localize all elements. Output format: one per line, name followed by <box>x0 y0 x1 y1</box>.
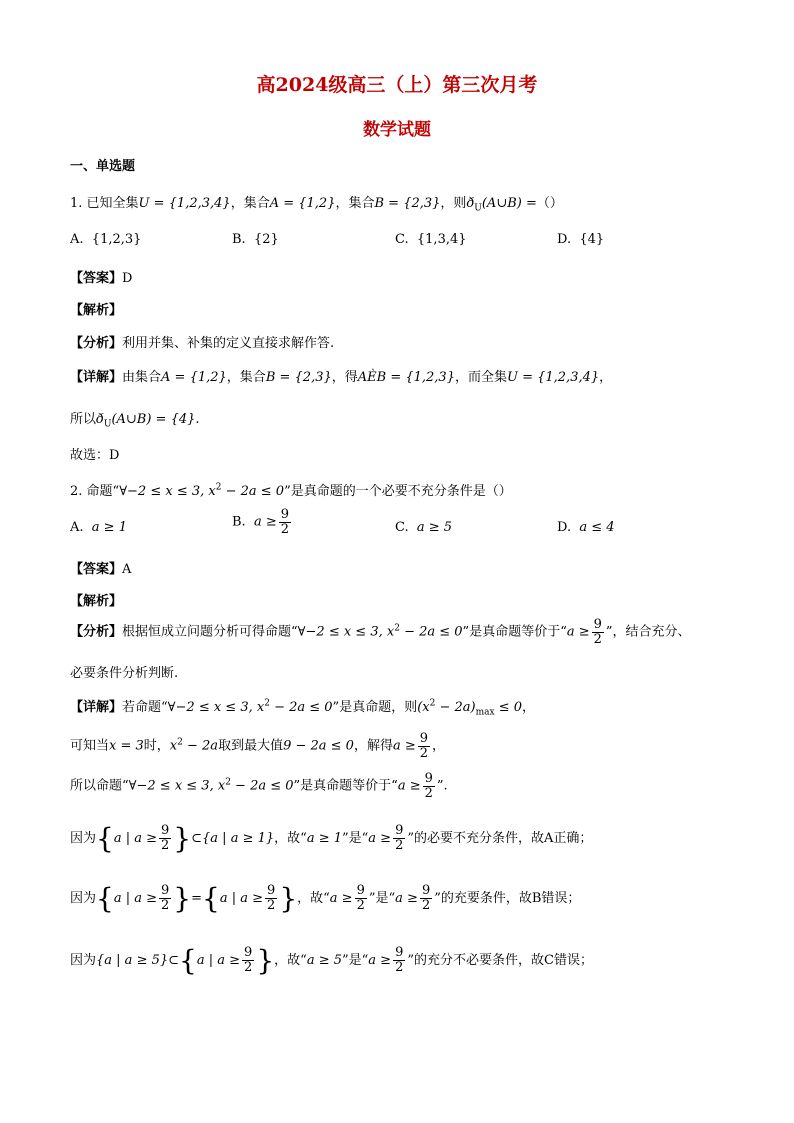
fraction <box>592 618 604 646</box>
q2-fenxi-line2: 必要条件分析判断. <box>70 666 179 681</box>
fraction <box>159 884 171 912</box>
reason-math: ⊂ <box>168 953 180 968</box>
q1-text: 1. 已知全集 <box>70 196 139 211</box>
q2-text: ”是真命题的一个必要不充分条件是（） <box>284 484 512 499</box>
reason-math: a ≥ 1 <box>306 831 342 846</box>
reason-text: ”的充要条件，故B错误； <box>434 891 581 906</box>
fenxi-math: ∀−2 ≤ x ≤ 3, x <box>297 624 395 640</box>
detail-text: ，集合 <box>226 370 266 385</box>
detail-math: ∀−2 ≤ x ≤ 3, x <box>128 778 226 794</box>
conclusion-math: ð <box>96 412 104 427</box>
fraction <box>279 508 291 536</box>
q1-detail <box>70 366 612 385</box>
detail-text: ”是真命题，则 <box>332 700 418 715</box>
q1-text: ，则 <box>440 196 467 211</box>
detail-text: ，而全集 <box>454 370 507 385</box>
option-value: a ≥ 5 <box>416 520 453 535</box>
detail-math: a ≥ <box>397 778 421 794</box>
reason-math: a | a ≥ <box>113 831 158 846</box>
q1-complement: ð <box>466 196 475 211</box>
q2-reason-a: 因为{a | a ≥ $\frac{9}{2}$ }⊂{a | a ≥ 1}，故“a ≥ 1”是“a ≥ $\frac{9}{2}$ ”的必要不充分条件，故A正确； <box>70 822 593 855</box>
answer-value: A <box>122 562 132 577</box>
detail-math: − 2a <box>182 738 219 754</box>
q2-option-a <box>70 520 127 535</box>
answer-tag: 【答案】 <box>70 271 123 286</box>
detail-math: − 2a) <box>435 700 476 715</box>
fenxi-text: 根据恒成立问题分析可得命题“ <box>122 624 298 640</box>
q1-fenxi <box>70 332 334 351</box>
detail-math: − 2a ≤ 0 <box>230 778 294 794</box>
q2-option-d <box>557 520 615 535</box>
fraction-denominator: 2 <box>356 898 365 913</box>
page-title: 高2024级高三（上）第三次月考 <box>256 74 538 96</box>
reason-math: a | a ≥ <box>113 891 158 906</box>
fraction-denominator: 2 <box>421 898 431 913</box>
q1-expression: (A∪B) = <box>481 196 537 211</box>
reason-text: 因为 <box>70 891 97 906</box>
reason-text: ”的必要不充分条件，故A正确； <box>407 831 593 846</box>
fraction-denominator: 2 <box>419 745 429 761</box>
q1-conclusion <box>70 408 200 430</box>
fenxi-tag: 【分析】 <box>70 624 123 640</box>
detail-math: AÈB = {1,2,3} <box>357 370 455 385</box>
reason-math: a | a ≥ <box>219 891 264 906</box>
fraction-denominator: 2 <box>280 521 290 537</box>
option-label: C. <box>395 520 409 535</box>
detail-math: 9 − 2a ≤ 0 <box>283 738 354 754</box>
detail-math: A = {1,2} <box>161 370 227 385</box>
fraction-denominator: 2 <box>395 960 404 975</box>
q1-option-b <box>232 232 279 247</box>
detail-math: ∀−2 ≤ x ≤ 3, x <box>167 700 265 715</box>
fraction-denominator: 2 <box>161 898 170 913</box>
reason-text: ”的充分不必要条件，故C错误； <box>407 953 593 968</box>
detail-text: ， <box>599 370 613 385</box>
option-value: a ≥ 1 <box>91 520 127 535</box>
q2-analysis-tag: 【解析】 <box>70 594 123 609</box>
fraction-numerator: 9 <box>395 823 404 839</box>
fenxi-math: − 2a ≤ 0 <box>399 624 463 640</box>
option-value: a ≤ 4 <box>579 520 615 535</box>
detail-sup: 2 <box>429 698 436 709</box>
reason-math: a | a ≥ <box>196 953 241 968</box>
detail-math: U = {1,2,3,4} <box>507 370 600 385</box>
fraction-numerator: 9 <box>161 823 170 839</box>
q2-option-c <box>395 520 452 535</box>
fraction-numerator: 9 <box>421 883 431 899</box>
reason-math: ⊂ <box>191 831 203 846</box>
section-heading: 一、单选题 <box>70 159 136 174</box>
reason-math: a ≥ <box>368 953 392 968</box>
reason-math: {a | a ≥ 1} <box>202 831 275 846</box>
fraction-denominator: 2 <box>395 838 404 853</box>
reason-text: ，故“ <box>297 891 330 906</box>
detail-text: 时， <box>143 738 170 754</box>
fraction <box>242 946 254 974</box>
option-value: {2} <box>253 232 279 247</box>
conclusion-sub: U <box>103 419 112 430</box>
detail-text: ”. <box>436 778 448 794</box>
question-1-stem <box>70 192 563 214</box>
option-label: B. <box>232 232 246 247</box>
option-label: D. <box>557 232 572 247</box>
reason-math: a ≥ <box>395 891 418 906</box>
fenxi-sup: 2 <box>394 623 400 634</box>
q2-option-b <box>232 508 293 536</box>
q1-text: ，集合 <box>230 196 270 211</box>
option-label: D. <box>557 520 572 535</box>
reason-math: a ≥ <box>329 891 353 906</box>
detail-math: B = {2,3} <box>265 370 332 385</box>
fraction <box>393 946 405 974</box>
q2-text: 2. 命题“ <box>70 484 120 499</box>
detail-math: a ≥ <box>392 738 416 754</box>
detail-sup: 2 <box>225 777 231 788</box>
fenxi-math: a ≥ <box>566 624 590 640</box>
fraction <box>423 772 435 800</box>
fraction <box>420 884 432 912</box>
conclusion-math: (A∪B) = {4}. <box>111 412 200 427</box>
fraction-denominator: 2 <box>593 631 602 647</box>
fraction-denominator: 2 <box>267 898 276 913</box>
option-label: A. <box>70 232 84 247</box>
q1-universal-set: U = {1,2,3,4} <box>138 196 231 211</box>
fraction-denominator: 2 <box>244 960 253 975</box>
detail-text: 取到最大值 <box>218 738 284 754</box>
q1-analysis-tag: 【解析】 <box>70 303 123 318</box>
q2-math: ∀−2 ≤ x ≤ 3, x <box>119 484 216 499</box>
q1-choice: 故选：D <box>70 448 120 463</box>
q2-detail-line2 <box>70 732 445 760</box>
option-label: B. <box>232 514 246 530</box>
detail-text: ，得 <box>331 370 358 385</box>
fraction <box>265 884 277 912</box>
fraction-numerator: 9 <box>356 883 365 899</box>
detail-math: x = 3 <box>109 738 144 754</box>
q1-option-c <box>395 232 467 247</box>
fraction-numerator: 9 <box>419 731 429 746</box>
detail-sup: 2 <box>177 737 183 748</box>
fraction-numerator: 9 <box>161 883 170 899</box>
fraction-numerator: 9 <box>244 945 253 961</box>
detail-tag: 【详解】 <box>70 370 123 385</box>
option-value: {1,2,3} <box>91 232 142 247</box>
q1-complement-sub: U <box>474 203 482 214</box>
fraction <box>393 824 405 852</box>
fraction-numerator: 9 <box>280 507 290 522</box>
detail-math: ≤ 0 <box>494 700 523 715</box>
fraction-numerator: 9 <box>395 945 404 961</box>
question-2-stem <box>70 480 512 499</box>
q2-math: − 2a ≤ 0 <box>221 484 285 499</box>
detail-math: (x <box>417 700 430 715</box>
fenxi-text: ”，结合充分、 <box>605 624 691 640</box>
fraction <box>418 732 430 760</box>
q2-detail <box>70 696 535 718</box>
reason-text: ”是“ <box>342 831 369 846</box>
detail-text: ”是真命题等价于“ <box>293 778 398 794</box>
conclusion-text: 所以 <box>70 412 97 427</box>
answer-tag: 【答案】 <box>70 562 123 577</box>
q1-text: ，集合 <box>335 196 375 211</box>
fraction <box>355 884 367 912</box>
option-value: {1,3,4} <box>416 232 467 247</box>
q2-fenxi <box>70 618 691 646</box>
reason-text: ”是“ <box>342 953 369 968</box>
reason-text: 因为 <box>70 831 97 846</box>
reason-math: {a | a ≥ 5} <box>96 953 169 968</box>
q1-set-b: B = {2,3} <box>374 196 441 211</box>
detail-sub: max <box>475 707 495 718</box>
option-value: {4} <box>579 232 605 247</box>
fraction-denominator: 2 <box>424 785 433 801</box>
detail-text: 若命题“ <box>122 700 168 715</box>
detail-text: ， <box>522 700 536 715</box>
fraction-numerator: 9 <box>267 883 276 899</box>
fraction-numerator: 9 <box>593 617 602 632</box>
detail-sup: 2 <box>264 698 270 709</box>
q1-blank: （） <box>536 196 563 211</box>
detail-tag: 【详解】 <box>70 700 123 715</box>
fenxi-text: 利用并集、补集的定义直接求解作答. <box>122 336 335 351</box>
reason-text: 因为 <box>70 953 97 968</box>
fenxi-text: ”是真命题等价于“ <box>462 624 567 640</box>
q2-reason-c: 因为{a | a ≥ 5}⊂{a | a ≥ $\frac{9}{2}$ }，故“a ≥ 5”是“a ≥ $\frac{9}{2}$ ”的充分不必要条件，故C错误； <box>70 944 593 977</box>
q1-set-a: A = {1,2} <box>269 196 336 211</box>
q2-reason-b: 因为{a | a ≥ $\frac{9}{2}$ }={a | a ≥ $\frac{9}{2}$ }，故“a ≥ $\frac{9}{2}$ ”是“a ≥ $\frac{9}{2}$ ”的充要条件，故B错误； <box>70 882 581 915</box>
q2-detail-line3 <box>70 772 448 800</box>
detail-math: − 2a ≤ 0 <box>269 700 333 715</box>
reason-text: ，故“ <box>274 831 307 846</box>
answer-value: D <box>122 271 133 286</box>
fraction-denominator: 2 <box>161 838 170 853</box>
reason-math: a ≥ <box>368 831 392 846</box>
fraction-numerator: 9 <box>424 771 433 786</box>
reason-text: ”是“ <box>368 891 396 906</box>
detail-text: ，解得 <box>353 738 393 754</box>
reason-math: = <box>191 891 203 906</box>
option-label: C. <box>395 232 409 247</box>
option-value: a ≥ <box>253 514 277 530</box>
detail-text: 可知当 <box>70 738 110 754</box>
detail-text: ， <box>432 738 446 754</box>
q1-answer <box>70 267 132 286</box>
option-label: A. <box>70 520 84 535</box>
reason-text: ，故“ <box>274 953 307 968</box>
detail-text: 由集合 <box>122 370 162 385</box>
fenxi-tag: 【分析】 <box>70 336 123 351</box>
q1-option-a <box>70 232 141 247</box>
q1-option-d <box>557 232 604 247</box>
detail-math: x <box>169 738 178 754</box>
reason-math: a ≥ 5 <box>306 953 342 968</box>
q2-sup: 2 <box>215 482 222 493</box>
detail-text: 所以命题“ <box>70 778 129 794</box>
fraction <box>159 824 171 852</box>
q2-answer <box>70 558 131 577</box>
page-subtitle: 数学试题 <box>363 120 431 140</box>
